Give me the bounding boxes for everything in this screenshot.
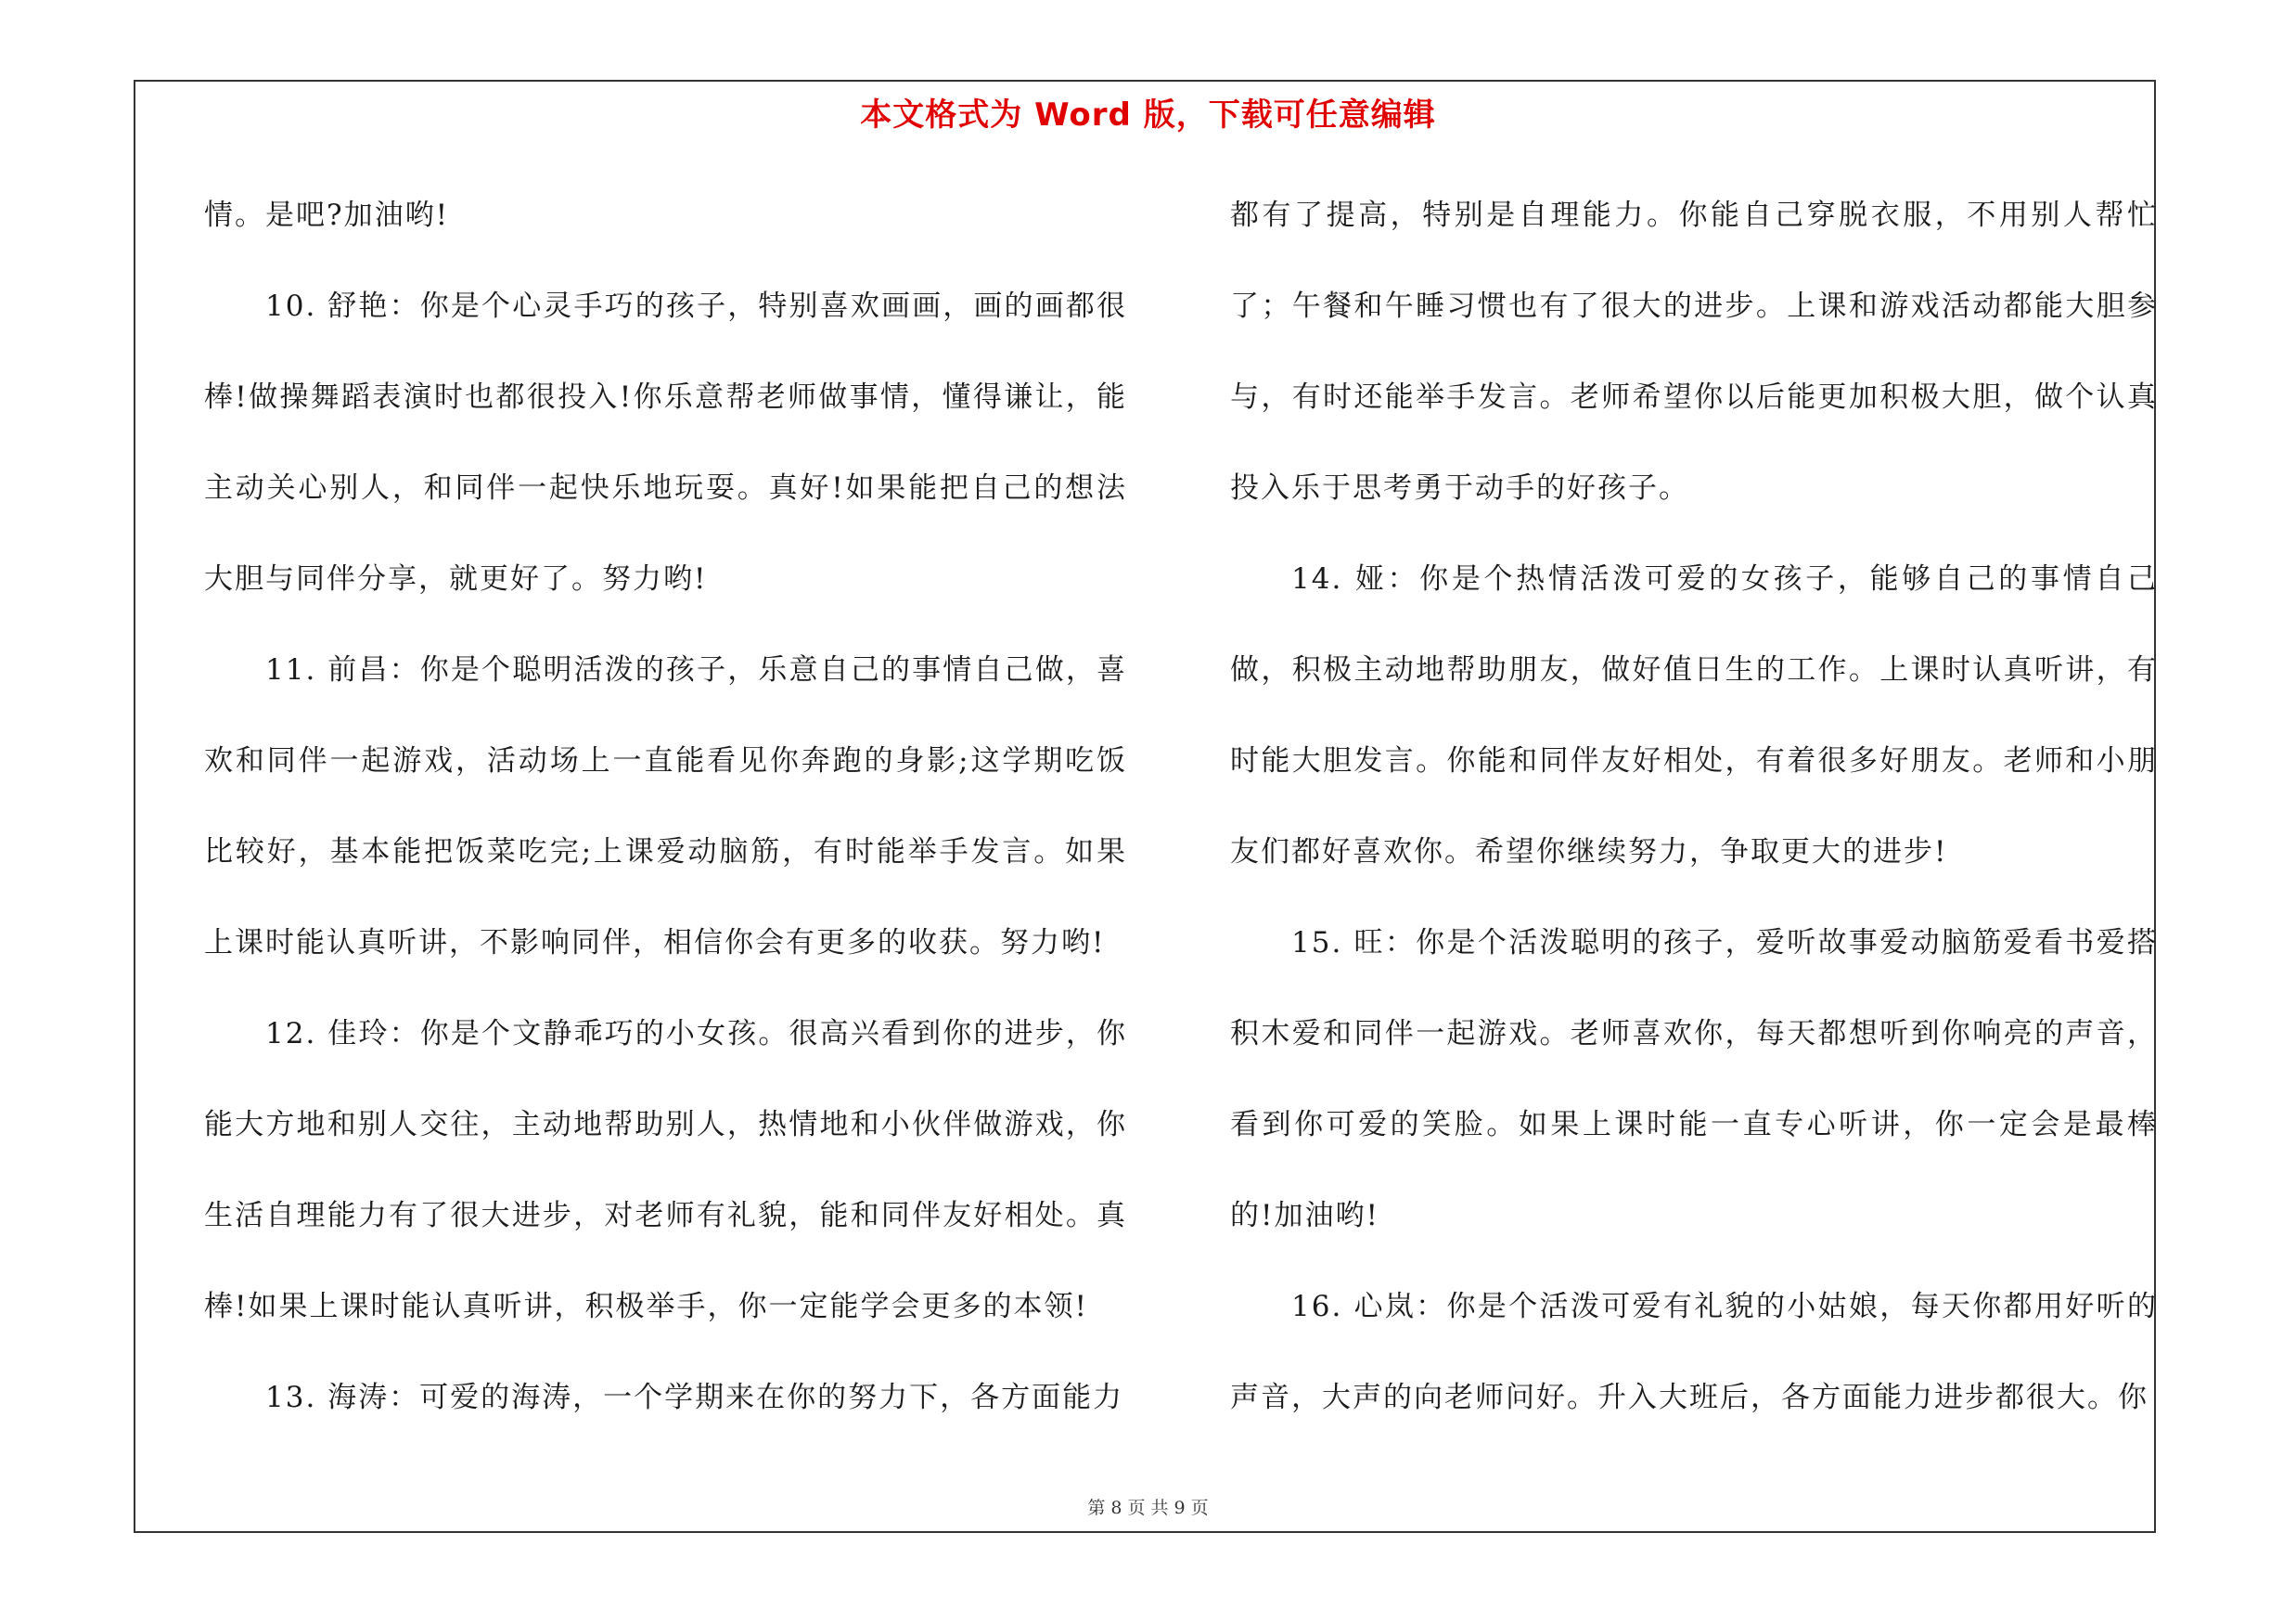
paragraph-continuation: 都有了提高，特别是自理能力。你能自己穿脱衣服，不用别人帮忙了；午餐和午睡习惯也有了很大的进步。上课和游戏活动都能大胆参与，有时还能举手发言。老师希望你以后能更加积极大胆，做个认真投入乐于思考勇于动手的好孩子。 (1230, 199, 2158, 505)
paragraph-comment-14: 14. 娅：你是个热情活泼可爱的女孩子，能够自己的事情自己做，积极主动地帮助朋友，做好值日生的工作。上课时认真听讲，有时能大胆发言。你能和同伴友好相处，有着很多好朋友。老师和小朋友们都好喜欢你。希望你继续努力，争取更大的进步! (1230, 562, 2158, 869)
paragraph-comment-12: 12. 佳玲：你是个文静乖巧的小女孩。很高兴看到你的进步，你能大方地和别人交往，主动地帮助别人，热情地和小伙伴做游戏，你生活自理能力有了很大进步，对老师有礼貌，能和同伴友好相处。真棒!如果上课时能认真听讲，积极举手，你一定能学会更多的本领! (204, 1017, 1127, 1323)
left-text-column (204, 170, 1127, 1443)
page-number: 第 8 页 共 9 页 (1087, 1498, 1209, 1518)
paragraph-comment-10: 10. 舒艳：你是个心灵手巧的孩子，特别喜欢画画，画的画都很棒!做操舞蹈表演时也都很投入!你乐意帮老师做事情，懂得谦让，能主动关心别人，和同伴一起快乐地玩耍。真好!如果能把自己的想法大胆与同伴分享，就更好了。努力哟! (204, 290, 1127, 596)
paragraph-comment-15: 15. 旺：你是个活泼聪明的孩子，爱听故事爱动脑筋爱看书爱搭积木爱和同伴一起游戏。老师喜欢你，每天都想听到你响亮的声音，看到你可爱的笑脸。如果上课时能一直专心听讲，你一定会是最棒的!加油哟! (1230, 926, 2158, 1232)
right-text-column (1230, 170, 2158, 1443)
paragraph-comment-13: 13. 海涛：可爱的海涛，一个学期来在你的努力下，各方面能力 (265, 1381, 1124, 1414)
word-format-banner: 本文格式为 Word 版，下载可任意编辑 (860, 97, 1436, 134)
paragraph-comment-16: 16. 心岚：你是个活泼可爱有礼貌的小姑娘，每天你都用好听的声音，大声的向老师问好。升入大班后，各方面能力进步都很大。你 (1230, 1290, 2158, 1414)
paragraph-continuation: 情。是吧?加油哟! (204, 199, 450, 232)
paragraph-comment-11: 11. 前昌：你是个聪明活泼的孩子，乐意自己的事情自己做，喜欢和同伴一起游戏，活动场上一直能看见你奔跑的身影;这学期吃饭比较好，基本能把饭菜吃完;上课爱动脑筋，有时能举手发言。如果上课时能认真听讲，不影响同伴，相信你会有更多的收获。努力哟! (204, 653, 1127, 960)
